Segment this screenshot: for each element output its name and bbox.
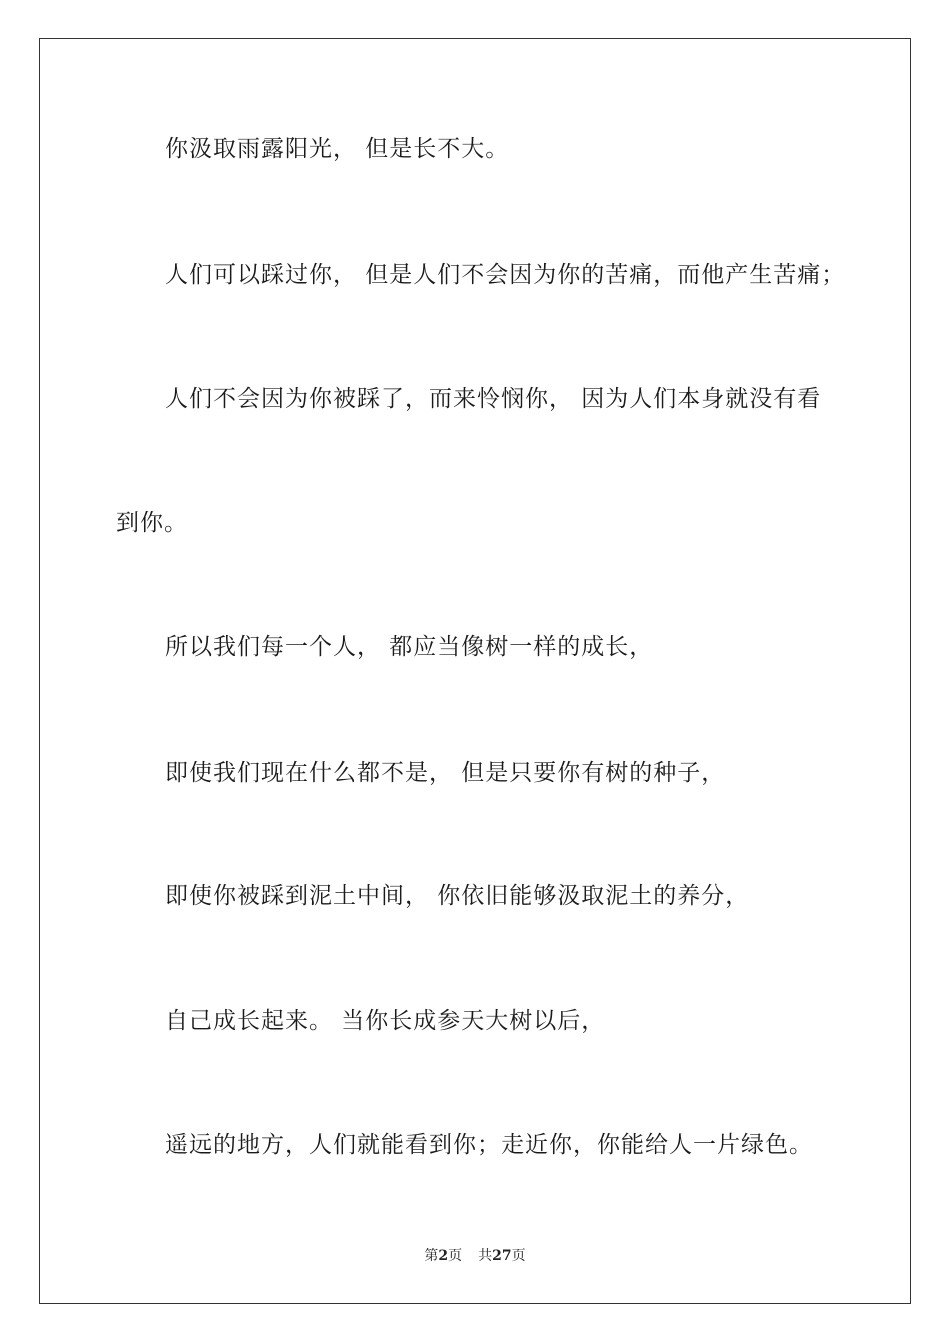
text-line-2: 人们可以踩过你， 但是人们不会因为你的苦痛，而他产生苦痛； bbox=[165, 262, 846, 288]
total-prefix: 共 bbox=[478, 1248, 493, 1264]
text-line-5: 所以我们每一个人， 都应当像树一样的成长， bbox=[165, 634, 654, 660]
page-number: 2 bbox=[438, 1248, 449, 1264]
text-line-4: 到你。 bbox=[116, 510, 188, 536]
page-border bbox=[39, 38, 911, 1304]
text-line-3: 人们不会因为你被踩了，而来怜悯你， 因为人们本身就没有看 bbox=[165, 386, 822, 412]
text-line-6: 即使我们现在什么都不是， 但是只要你有树的种子， bbox=[165, 760, 726, 786]
text-line-1: 你汲取雨露阳光， 但是长不大。 bbox=[165, 136, 510, 162]
total-suffix: 页 bbox=[511, 1248, 526, 1264]
page-prefix: 第 bbox=[424, 1248, 439, 1264]
text-line-9: 遥远的地方，人们就能看到你；走近你，你能给人一片绿色。 bbox=[165, 1132, 813, 1158]
text-line-8: 自己成长起来。 当你长成参天大树以后， bbox=[165, 1008, 606, 1034]
page-footer bbox=[0, 1247, 950, 1265]
page-suffix: 页 bbox=[448, 1248, 463, 1264]
total-pages: 27 bbox=[492, 1248, 512, 1264]
text-line-7: 即使你被踩到泥土中间， 你依旧能够汲取泥土的养分， bbox=[165, 883, 750, 909]
